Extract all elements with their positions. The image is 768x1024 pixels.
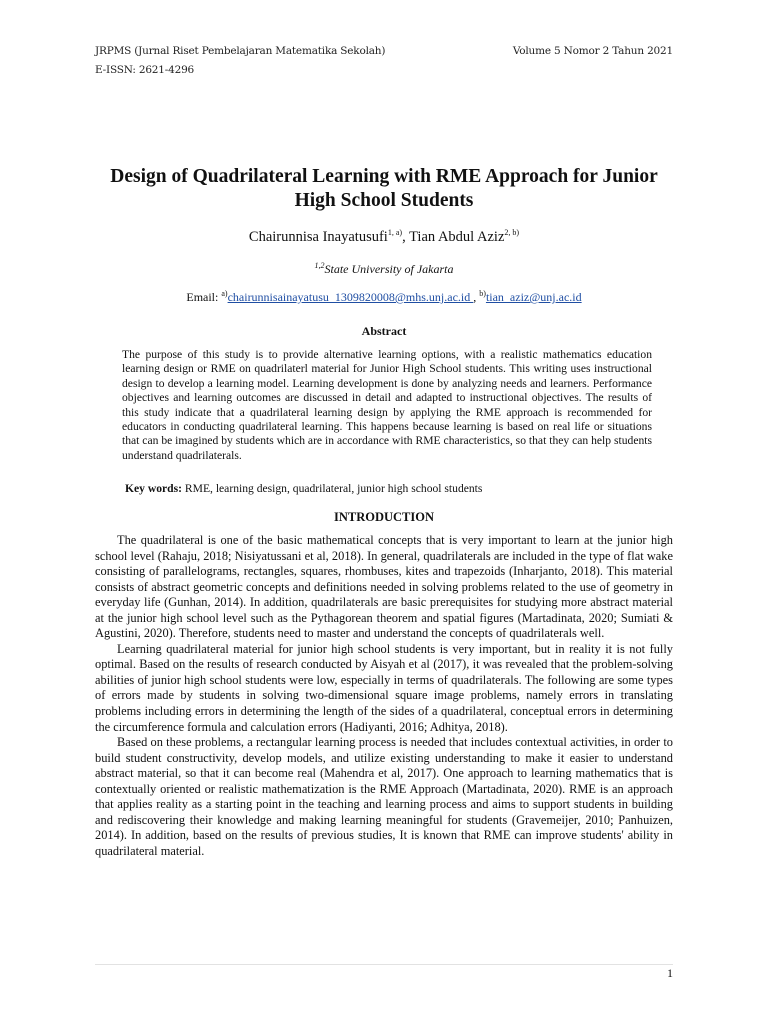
introduction-body [95,533,673,859]
email-link-2[interactable]: tian_aziz@unj.ac.id [485,290,582,304]
email-2-sup: b) [479,289,486,298]
paragraph: Learning quadrilateral material for junior high school students is very important, but in reality it is not fully optimal. Based on the results of research conducted by Aisyah et al (2017), it was revealed that the problem-solving abilities of junior high school students were low, especially in terms of quadrilaterals. The following are some types of errors made by students in solving two-dimensional square image problems, namely errors in translating problems including errors in determining the length of the sides of a quadrilateral, conceptual errors in determining the circumference formula and calculation errors (Hadiyanti, 2016; Adhitya, 2018). [95,641,673,734]
running-header [95,42,673,80]
affiliation-sup: 1,2 [314,261,325,270]
volume-info: Volume 5 Nomor 2 Tahun 2021 [512,45,673,57]
keywords: RME, learning design, quadrilateral, junior high school students [182,482,483,495]
journal-name: JRPMS (Jurnal Riset Pembelajaran Matematika Sekolah) [95,45,386,57]
affiliation-line [95,262,673,277]
email-1-sup: a) [221,289,228,298]
keywords-label: Key words: [125,482,182,495]
email-label: Email: [186,290,222,304]
introduction-heading: INTRODUCTION [333,510,434,524]
footer-divider [95,964,673,965]
author-1-sup: 1, a) [387,228,403,238]
author-2-sup: 2, b) [504,228,520,238]
email-line [95,290,673,305]
paragraph: The quadrilateral is one of the basic mathematical concepts that is very important to learn at the junior high school level (Rahaju, 2018; Nisiyatussani et al, 2018). In general, quadrilaterals are included in the type of flat wake consisting of parallelograms, rectangles, squares, rhombuses, kites and trapezoids (Inharjanto, 2018). This material consists of abstract geometric concepts and definitions needed in solving problems related to the use of geometry in everyday life (Gunhan, 2014). In addition, quadrilaterals are basic prerequisites for studying more abstract material at the junior high school level such as the Pythagorean theorem and spatial figures (Martadinata, 2020; Sumiati & Agustini, 2020). Therefore, students need to master and understand the concepts of quadrilaterals well. [95,533,673,641]
affiliation: State University of Jakarta [324,262,454,276]
author-1: Chairunnisa Inayatusufi [248,229,388,245]
email-separator: , [473,290,480,304]
issn: E-ISSN: 2621-4296 [95,64,195,76]
keywords-line [125,482,653,495]
page-number: 1 [667,966,673,980]
paper-title: Design of Quadrilateral Learning with RME Approach for Junior High School Students [110,166,658,211]
abstract-heading: Abstract [361,324,407,338]
author-line [95,229,673,246]
author-2: Tian Abdul Aziz [409,229,505,245]
paragraph: Based on these problems, a rectangular learning process is needed that includes contextual activities, in order to build student constructivity, develop models, and utilize existing understanding to make it easier to understand abstract material, so that it can become real (Mahendra et al, 2017). One approach to learning mathematics that is contextually oriented or realistic mathematization is the RME Approach (Martadinata, 2020). RME is an approach that applies reality as a starting point in the teaching and learning process and aims to support students in building and rediscovering their knowledge and making learning meaningful for students (Gravemeijer, 2010; Panhuizen, 2014). In addition, based on the results of previous studies, It is known that RME can improve students' ability in quadrilateral material. [95,735,673,858]
author-separator: , [402,229,410,245]
abstract-text: The purpose of this study is to provide alternative learning options, with a realistic mathematics education learning design or RME on quadrilaterl material for Junior High School students. This writing uses instructional design to develop a learning model. Learning development is done by analyzing needs and learners. Performance objectives and learning outcomes are discussed in detail and adapted to instructional objectives. The results of this study indicate that a quadrilateral learning design by applying the RME approach is recommended for educators in conducting quadrilateral learning. This happens because learning is based on real life or situations that can be imagined by students which are in accordance with RME characteristics, so that they can help students understand quadrilaterals. [122,348,652,462]
email-link-1[interactable]: chairunnisainayatusu_1309820008@mhs.unj.ac.id [227,290,474,304]
